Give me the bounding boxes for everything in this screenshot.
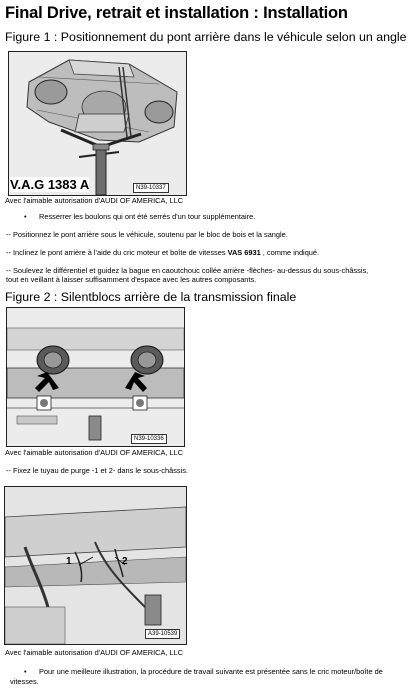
- callout-1: 1: [66, 556, 72, 567]
- figure-2-title: Figure 2 : Silentblocs arrière de la transmission finale: [5, 290, 297, 304]
- step-fix-vent-hose: -- Fixez le tuyau de purge -1 et 2- dans le sous-châssis.: [6, 466, 188, 475]
- figure-1-credit: Avec l'aimable autorisation d'AUDI OF AMERICA, LLC: [5, 196, 184, 205]
- figure-1-title: Figure 1 : Positionnement du pont arrière dans le véhicule selon un angle: [5, 30, 407, 44]
- step-position-axle: -- Positionnez le pont arrière sous le véhicule, soutenu par le bloc de bois et la sangle.: [6, 230, 288, 239]
- note-continuation: vitesses.: [10, 677, 39, 686]
- vent-hose-illustration: [5, 487, 186, 644]
- rear-mounts-illustration: [7, 308, 184, 446]
- step-lift-differential-line-2: tout en veillant à laisser suffisamment d'espace avec les autres composants.: [6, 275, 257, 284]
- bullet-icon: •: [24, 667, 27, 676]
- tool-reference: VAS 6931: [227, 248, 261, 257]
- callout-2: 2: [122, 556, 128, 567]
- figure-3-image: [4, 486, 187, 645]
- tool-label: V.A.G 1383 A: [10, 177, 90, 192]
- page-title: Final Drive, retrait et installation : Installation: [5, 4, 348, 22]
- figure-2-reference: N39-10336: [131, 434, 167, 444]
- figure-3-credit: Avec l'aimable autorisation d'AUDI OF AMERICA, LLC: [5, 648, 184, 657]
- figure-1-reference: N39-10337: [133, 183, 169, 193]
- figure-2-credit: Avec l'aimable autorisation d'AUDI OF AMERICA, LLC: [5, 448, 184, 457]
- bullet-icon: •: [24, 212, 27, 221]
- document-page: Final Drive, retrait et installation : Installation Figure 1 : Positionnement du pont arrière dans le véhicule selon un angle V.A.G 1383 A N39-10337 Avec l'aimable autorisation d'AUDI OF AMERICA, LLC • Resserrer les boulons qui ont été serrés d'un tour supplémentaire. -- Positionnez le pont arrière sous le véhicule, soutenu par le bloc de bois et la sangle. -- Inclinez le pont arrière à l'aide du cric moteur et boîte de vitesses VAS 6931 , comme indiqué. -- Soulevez le différentiel et guidez la bague en caoutchouc collée arrière -flèches- au-dessus du sous-châssis, tout en veillant à laisser suffisamment d'espace avec les autres composants. Figure 2 : Silentblocs arrière de la transmission finale N39-10336 Avec l'aimable autorisation d'AUDI OF AMERICA, LLC -- Fixez le tuyau de purge -1 et 2- dans le sous-châssis. 1 2 A39-10539 Avec l'aimable autorisation d'AUDI OF AMERICA, LLC • Pour une meilleure illustration, la procédure de travail suivante est présentée sans le cric moteur/boîte de vitesses.: [5, 4, 407, 686]
- step-lift-differential-line-1: -- Soulevez le différentiel et guidez la bague en caoutchouc collée arrière -flèches- au-dessus du sous-châssis,: [6, 266, 369, 275]
- differential-on-jack-illustration: [9, 52, 186, 195]
- figure-1-image: [8, 51, 187, 196]
- figure-3-reference: A39-10539: [145, 629, 180, 639]
- figure-2-image: [6, 307, 185, 447]
- step-tilt-axle: -- Inclinez le pont arrière à l'aide du cric moteur et boîte de vitesses VAS 6931 , comme indiqué.: [6, 248, 320, 257]
